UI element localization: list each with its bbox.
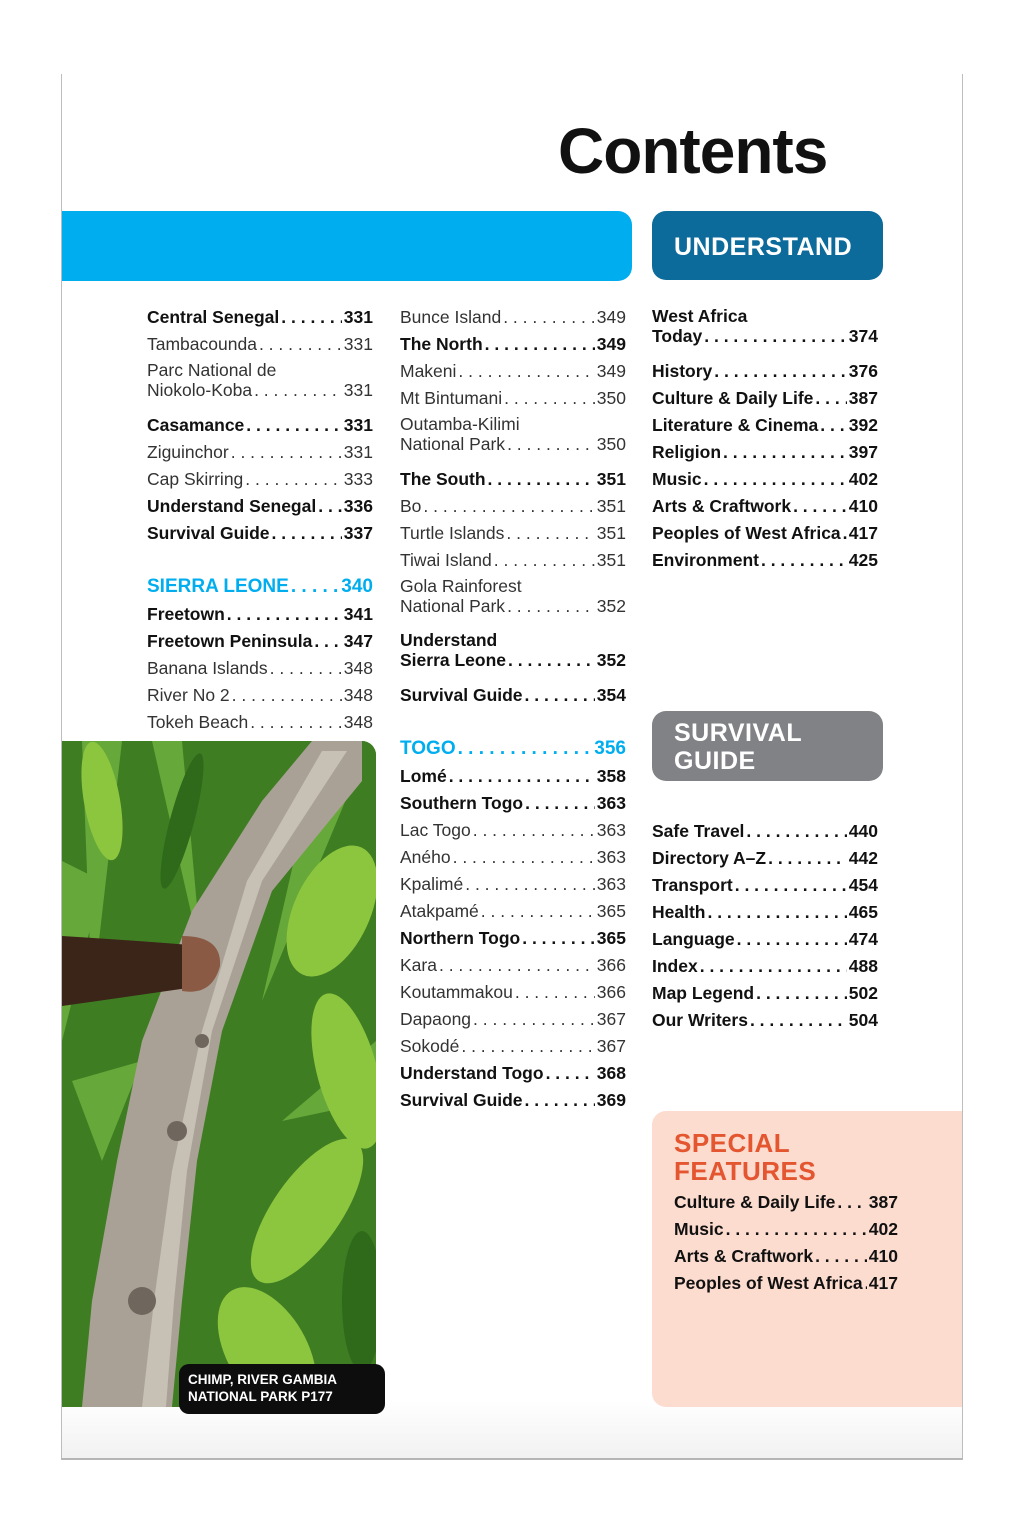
toc-entry[interactable] [400,979,626,1006]
toc-entry-label: Ziguinchor [147,442,229,462]
toc-page-number: 350 [596,388,626,408]
toc-entry[interactable] [147,628,373,655]
toc-entry-label: Today [652,326,703,346]
toc-leader-dots [465,873,595,895]
toc-leader-dots [270,657,342,679]
toc-page-number: 331 [343,442,373,462]
toc-entry-label: TOGO [400,738,456,759]
toc-entry-label: Bo [400,496,422,516]
toc-leader-dots [843,522,847,544]
toc-leader-dots [704,326,847,346]
toc-entry-label: Transport [652,875,733,895]
toc-page-number: 417 [848,523,878,543]
toc-leader-dots [756,982,847,1004]
toc-entry[interactable] [400,871,626,898]
toc-entry[interactable] [652,818,878,845]
toc-page-number: 366 [596,955,626,975]
toc-page-number: 387 [848,388,878,408]
toc-entry-label: Northern Togo [400,928,521,948]
toc-page-number: 331 [343,334,373,354]
toc-leader-dots [272,522,342,544]
toc-entry[interactable] [400,331,626,358]
toc-entry-label: Understand Togo [400,1063,544,1083]
toc-page-number: 351 [596,469,626,489]
toc-leader-dots [704,468,847,490]
toc-page-number: 356 [594,738,626,759]
toc-entry[interactable] [147,331,373,358]
toc-entry-label: River No 2 [147,685,230,705]
toc-leader-dots [504,387,595,409]
toc-leader-dots [473,1008,595,1030]
toc-entry-label: Central Senegal [147,307,280,327]
toc-entry-label: Freetown [147,604,225,624]
toc-entry[interactable] [674,1216,898,1243]
toc-page-number: 365 [596,901,626,921]
toc-entry-label: Dapaong [400,1009,472,1029]
toc-page-number: 350 [596,434,626,454]
toc-entry-label: Cap Skirring [147,469,244,489]
toc-entry[interactable] [400,817,626,844]
toc-leader-dots [250,711,342,733]
toc-leader-dots [815,1245,867,1267]
toc-entry-label-line1: Understand [400,630,498,650]
toc-page-number: 348 [343,658,373,678]
toc-leader-dots [508,650,595,670]
toc-entry-label: Mt Bintumani [400,388,503,408]
toc-entry[interactable] [652,358,878,385]
toc-entry-label: Tokeh Beach [147,712,249,732]
page-title: Contents [558,115,828,187]
toc-entry-label: Koutammakou [400,982,513,1002]
toc-entry[interactable] [652,980,878,1007]
toc-entry-label: Survival Guide [147,523,270,543]
toc-leader-dots [458,738,593,760]
toc-page-number: 363 [596,820,626,840]
survival-tab-line2: GUIDE [674,747,756,775]
toc-leader-dots [820,414,847,436]
toc-entry-label: Understand Senegal [147,496,317,516]
toc-entry[interactable] [147,493,373,520]
toc-page-number: 349 [596,361,626,381]
toc-page-number: 352 [596,650,626,670]
accent-bar [62,211,632,281]
toc-leader-dots [507,596,595,616]
toc-leader-dots [259,333,342,355]
toc-page-number: 348 [343,685,373,705]
toc-section-heading[interactable] [400,736,626,763]
toc-page-number: 465 [848,902,878,922]
toc-leader-dots [726,1218,867,1240]
toc-leader-dots [522,927,595,949]
toc-entry[interactable] [147,412,373,439]
toc-page-number: 331 [343,307,373,327]
toc-leader-dots [525,684,595,706]
toc-entry-label: Survival Guide [400,1090,523,1110]
toc-entry-label: Literature & Cinema [652,415,819,435]
special-title-line2: FEATURES [674,1156,817,1186]
toc-page-number: 347 [343,631,373,651]
toc-entry-label: Survival Guide [400,685,523,705]
toc-entry[interactable] [400,520,626,547]
toc-entry-label: Banana Islands [147,658,268,678]
toc-leader-dots [494,549,595,571]
toc-leader-dots [231,441,342,463]
toc-page-number: 337 [343,523,373,543]
toc-entry-label: Bunce Island [400,307,502,327]
caption-line1: CHIMP, RIVER GAMBIA [188,1372,338,1387]
toc-leader-dots [735,874,847,896]
toc-entry[interactable] [400,628,626,682]
toc-entry-label: Peoples of West Africa [674,1273,863,1293]
toc-page-number: 369 [596,1090,626,1110]
toc-leader-dots [546,1062,595,1084]
toc-entry[interactable] [400,466,626,493]
toc-entry[interactable] [652,1007,878,1034]
toc-page-number: 331 [343,415,373,435]
toc-entry[interactable] [147,709,373,736]
toc-entry[interactable] [147,304,373,331]
toc-entry-label: The South [400,469,486,489]
toc-page-number: 474 [848,929,878,949]
toc-leader-dots [458,360,594,382]
toc-entry-label: Culture & Daily Life [674,1192,836,1212]
toc-page-number: 365 [596,928,626,948]
toc-entry-label: Makeni [400,361,457,381]
toc-leader-dots [761,549,847,571]
toc-entry-label: Niokolo-Koba [147,380,253,400]
toc-entry[interactable] [147,655,373,682]
toc-entry-label: Atakpamé [400,901,479,921]
toc-page-number: 351 [596,550,626,570]
toc-leader-dots [281,306,342,328]
toc-entry-label: Turtle Islands [400,523,505,543]
toc-page-number: 340 [341,576,373,597]
toc-entry-label: Lac Togo [400,820,471,840]
toc-leader-dots [507,434,595,454]
toc-page-number: 502 [848,983,878,1003]
toc-leader-dots [246,414,342,436]
section-tab-survival-guide [652,711,883,781]
toc-page-number: 440 [848,821,878,841]
toc-leader-dots [254,380,342,400]
special-features-title [674,1129,816,1185]
toc-page-number: 351 [596,496,626,516]
toc-page-number: 366 [596,982,626,1002]
toc-entry-label: Index [652,956,698,976]
toc-section-heading[interactable] [147,574,373,601]
toc-entry-label: Health [652,902,706,922]
caption-line2: NATIONAL PARK P177 [188,1389,333,1404]
toc-entry[interactable] [652,953,878,980]
toc-entry-label: Arts & Craftwork [674,1246,814,1266]
toc-entry[interactable] [400,844,626,871]
toc-page-number: 354 [596,685,626,705]
toc-entry[interactable] [400,925,626,952]
toc-entry-label: National Park [400,434,506,454]
toc-leader-dots [700,955,847,977]
toc-entry[interactable] [400,763,626,790]
toc-entry[interactable] [652,845,878,872]
toc-entry[interactable] [652,926,878,953]
toc-leader-dots [423,495,594,517]
toc-entry[interactable] [652,385,878,412]
toc-page-number: 376 [848,361,878,381]
toc-entry[interactable] [400,952,626,979]
toc-entry[interactable] [400,385,626,412]
toc-entry[interactable] [674,1243,898,1270]
toc-page-number: 397 [848,442,878,462]
toc-spacer [147,547,373,574]
toc-page-number: 333 [343,469,373,489]
toc-entry-line2 [147,380,373,400]
toc-leader-dots [837,1191,866,1213]
toc-page-number: 392 [848,415,878,435]
toc-leader-dots [314,630,341,652]
toc-leader-dots [723,441,847,463]
toc-entry-label: Map Legend [652,983,755,1003]
toc-entry[interactable] [652,466,878,493]
toc-entry-line2 [400,596,626,616]
toc-entry[interactable] [674,1270,898,1297]
toc-entry[interactable] [400,304,626,331]
toc-entry-label: Safe Travel [652,821,745,841]
toc-page-number: 367 [596,1036,626,1056]
toc-entry-label: Aného [400,847,451,867]
toc-page-number: 336 [343,496,373,516]
toc-page-number: 374 [848,326,878,346]
chimp-photo-illustration [62,741,376,1407]
toc-entry-label: SIERRA LEONE [147,576,289,597]
toc-entry[interactable] [400,1087,626,1114]
toc-entry-label: Peoples of West Africa [652,523,841,543]
toc-leader-dots [473,819,595,841]
section-tab-understand: UNDERSTAND [652,211,883,280]
toc-entry-label: Music [674,1219,724,1239]
toc-leader-dots [506,522,594,544]
toc-page-number: 352 [596,596,626,616]
toc-page-number: 410 [848,496,878,516]
toc-entry-label: Tiwai Island [400,550,492,570]
toc-leader-dots [318,495,342,517]
toc-entry-label: Directory A–Z [652,848,767,868]
toc-entry[interactable] [400,1006,626,1033]
survival-tab-line1: SURVIVAL [674,719,803,747]
toc-page-number: 402 [848,469,878,489]
toc-entry[interactable] [400,682,626,709]
toc-entry[interactable] [652,520,878,547]
toc-entry[interactable] [400,358,626,385]
toc-leader-dots [485,333,595,355]
toc-page-number: 331 [343,380,373,400]
toc-entry[interactable] [652,412,878,439]
toc-entry[interactable] [652,872,878,899]
toc-entry-label: Environment [652,550,759,570]
toc-leader-dots [449,765,595,787]
toc-leader-dots [525,1089,595,1111]
toc-entry-line2 [652,326,878,346]
toc-leader-dots [488,468,595,490]
toc-leader-dots [439,954,595,976]
toc-entry-line2 [400,650,626,670]
toc-entry-label: Casamance [147,415,245,435]
toc-entry[interactable] [400,1060,626,1087]
toc-entry-label: National Park [400,596,506,616]
toc-entry-label: Language [652,929,735,949]
toc-leader-dots [750,1009,847,1031]
toc-leader-dots [515,981,595,1003]
toc-leader-dots [714,360,847,382]
toc-entry-label: Culture & Daily Life [652,388,814,408]
toc-entry[interactable] [147,601,373,628]
toc-leader-dots [453,846,595,868]
toc-page-number: 417 [868,1273,898,1293]
toc-entry[interactable] [652,304,878,358]
toc-entry-label: Arts & Craftwork [652,496,792,516]
toc-entry-label: Freetown Peninsula [147,631,313,651]
toc-entry-label: The North [400,334,483,354]
toc-entry[interactable] [400,547,626,574]
toc-leader-dots [481,900,595,922]
toc-leader-dots [746,820,846,842]
toc-entry[interactable] [147,466,373,493]
toc-page-number: 348 [343,712,373,732]
toc-page-number: 454 [848,875,878,895]
toc-entry-label: Southern Togo [400,793,524,813]
toc-page-number: 504 [848,1010,878,1030]
toc-page-number: 488 [848,956,878,976]
toc-entry[interactable] [400,790,626,817]
toc-entry[interactable] [652,899,878,926]
toc-page-number: 387 [868,1192,898,1212]
toc-page-number: 363 [596,847,626,867]
toc-entry-label-line1: Gola Rainforest [400,576,522,596]
toc-page-number: 349 [596,307,626,327]
toc-entry-label-line1: West Africa [652,306,748,326]
toc-entry-label: Lomé [400,766,447,786]
toc-spacer [400,709,626,736]
toc-leader-dots [503,306,595,328]
toc-entry-label: Sierra Leone [400,650,507,670]
toc-entry-label: History [652,361,713,381]
toc-page-number: 367 [596,1009,626,1029]
toc-page-number: 349 [596,334,626,354]
toc-leader-dots [737,928,847,950]
toc-entry-label: Tambacounda [147,334,257,354]
toc-entry-label-line1: Outamba-Kilimi [400,414,520,434]
toc-entry[interactable] [674,1189,898,1216]
toc-column-special [674,1189,898,1297]
toc-column-survival [652,818,878,1034]
toc-entry[interactable] [400,1033,626,1060]
toc-entry-label-line1: Parc National de [147,360,277,380]
toc-leader-dots [525,792,595,814]
toc-leader-dots [815,387,846,409]
toc-entry[interactable] [652,547,878,574]
toc-entry-label: Music [652,469,702,489]
photo-caption [179,1364,385,1414]
toc-page-number: 351 [596,523,626,543]
toc-entry-label: Kpalimé [400,874,464,894]
toc-leader-dots [227,603,342,625]
special-title-line1: SPECIAL [674,1128,791,1158]
chimp-photo [62,741,376,1407]
toc-page-number: 363 [596,793,626,813]
toc-column-2 [400,304,626,1114]
toc-page-number: 425 [848,550,878,570]
toc-leader-dots [291,576,339,598]
toc-entry[interactable] [147,520,373,547]
toc-page-number: 410 [868,1246,898,1266]
toc-leader-dots [768,847,847,869]
toc-leader-dots [793,495,847,517]
toc-entry[interactable] [147,439,373,466]
toc-entry[interactable] [400,898,626,925]
toc-entry-label: Our Writers [652,1010,748,1030]
toc-page-number: 341 [343,604,373,624]
toc-page-number: 363 [596,874,626,894]
toc-entry[interactable] [147,682,373,709]
toc-entry-label: Kara [400,955,437,975]
toc-page-number: 368 [596,1063,626,1083]
toc-page-number: 358 [596,766,626,786]
toc-entry[interactable] [400,574,626,628]
toc-entry-line2 [400,434,626,454]
toc-column-1 [147,304,373,736]
toc-entry[interactable] [400,493,626,520]
toc-page-number: 402 [868,1219,898,1239]
toc-entry-label: Sokodé [400,1036,460,1056]
toc-leader-dots [245,468,342,490]
toc-column-understand [652,304,878,574]
toc-leader-dots [707,901,846,923]
toc-page-number: 442 [848,848,878,868]
toc-entry[interactable] [147,358,373,412]
toc-entry[interactable] [400,412,626,466]
toc-entry[interactable] [652,493,878,520]
toc-leader-dots [232,684,342,706]
toc-entry-label: Religion [652,442,722,462]
toc-leader-dots [461,1035,594,1057]
toc-leader-dots [865,1272,867,1294]
toc-entry[interactable] [652,439,878,466]
